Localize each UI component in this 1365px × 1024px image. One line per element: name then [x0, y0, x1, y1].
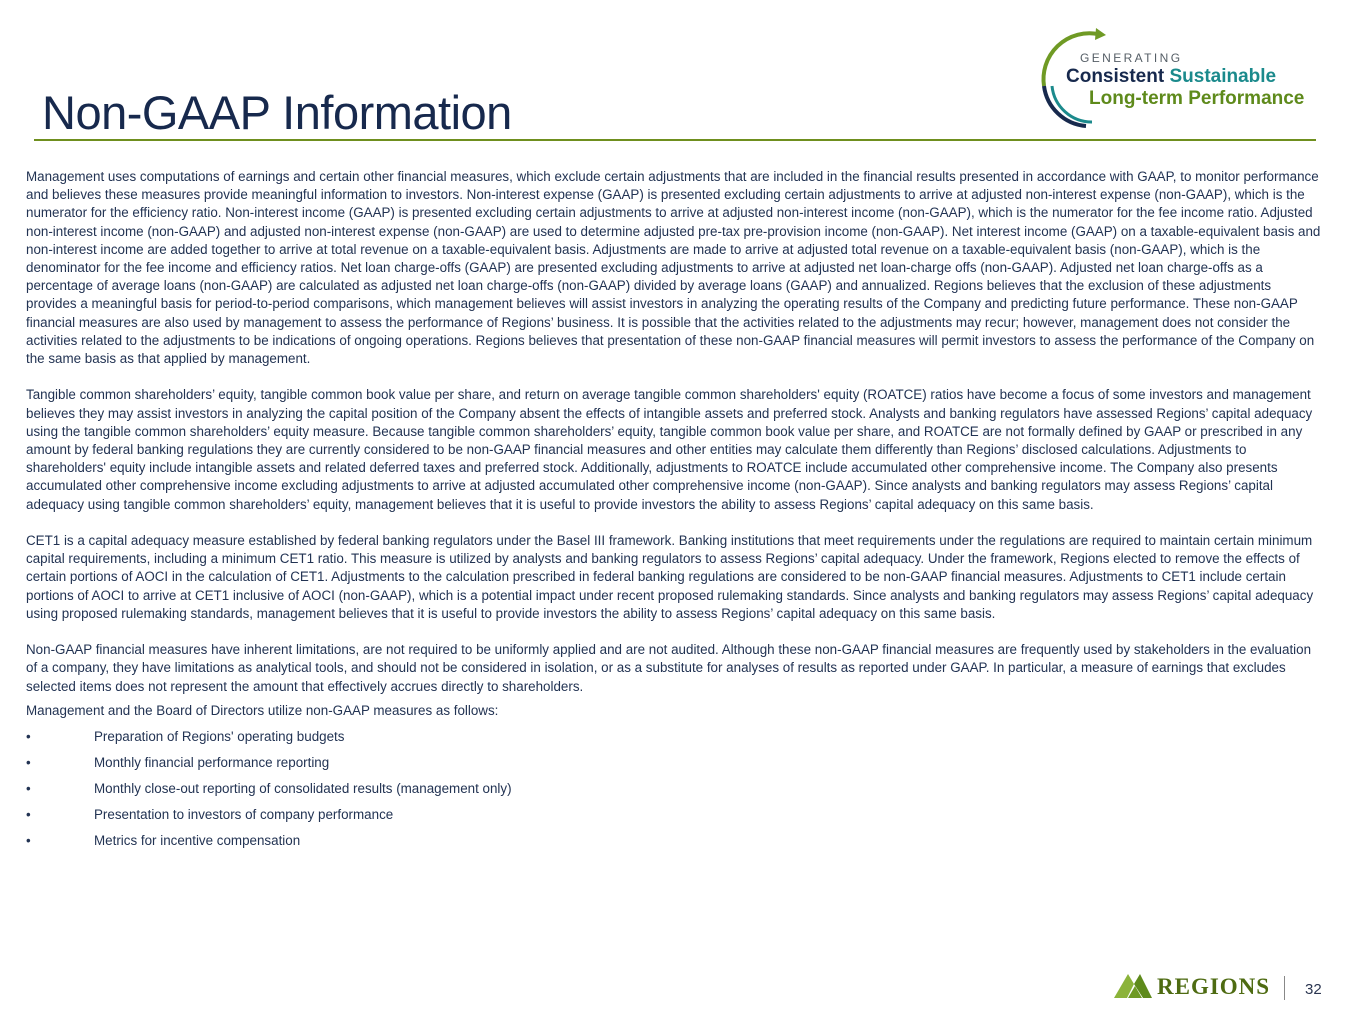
logo-generating-text: GENERATING: [1080, 51, 1183, 65]
logo-longterm-text: Long-term Performance: [1089, 88, 1305, 109]
bullet-icon: •: [26, 807, 31, 823]
footer-divider: [1284, 976, 1285, 1000]
bullet-icon: •: [26, 729, 31, 745]
bullet-icon: •: [26, 755, 31, 771]
bullet-icon: •: [26, 781, 31, 797]
list-item-text: Monthly financial performance reporting: [94, 755, 330, 771]
logo-consistent-text: Consistent: [1066, 66, 1165, 87]
list-item: [26, 806, 1324, 832]
bullet-icon: •: [26, 833, 31, 849]
logo-line-1: [1066, 66, 1276, 88]
list-item-text: Preparation of Regions' operating budgets: [94, 729, 345, 745]
list-item: [26, 728, 1324, 754]
paragraph-tangible-equity: Tangible common shareholders’ equity, tangible common book value per share, and return on average tangible common shareholders' equity (ROATCE) ratios have become a focus of some investors and management believes they may assist investors in analyzing the capital position of the Company absent the effects of intangible assets and preferred stock. Analysts and banking regulators have assessed Regions’ capital adequacy using the tangible common shareholders’ equity measure. Because tangible common shareholders’ equity, tangible common book value per share, and ROATCE are not formally defined by GAAP or prescribed in any amount by federal banking regulations they are currently considered to be non-GAAP financial measures and other entities may calculate them differently than Regions’ disclosed calculations. Adjustments to shareholders' equity include intangible assets and related deferred taxes and preferred stock. Additionally, adjustments to ROATCE include accumulated other comprehensive income. The Company also presents accumulated other comprehensive income excluding adjustments to arrive at adjusted accumulated other comprehensive income (non-GAAP). Since analysts and banking regulators may assess Regions’ capital adequacy using tangible common shareholders’ equity, management believes that it is useful to provide investors the ability to assess Regions’ capital adequacy on this same basis.: [26, 387, 1313, 512]
body-content: [26, 168, 1324, 858]
list-item: [26, 754, 1324, 780]
regions-logo: [1114, 968, 1274, 1002]
paragraph-adjusted-measures: Management uses computations of earnings and certain other financial measures, which exclude certain adjustments that are included in the financial results presented in accordance with GAAP, to monitor performance and believes these measures provide meaningful information to investors. Non-interest expense (GAAP) is presented excluding certain adjustments to arrive at adjusted non-interest expense (non-GAAP), which is the numerator for the efficiency ratio. Non-interest income (GAAP) is presented excluding certain adjustments to arrive at adjusted non-interest income (non-GAAP), which is the numerator for the fee income ratio. Adjusted non-interest income (non-GAAP) and adjusted non-interest expense (non-GAAP) are used to determine adjusted pre-tax pre-provision income (non-GAAP). Net interest income (GAAP) on a taxable-equivalent basis and non-interest income are added together to arrive at total revenue on a taxable-equivalent basis. Adjustments are made to arrive at adjusted total revenue on a taxable-equivalent basis (non-GAAP), which is the denominator for the fee income and efficiency ratios. Net loan charge-offs (GAAP) are presented excluding adjustments to arrive at adjusted net loan-charge offs (non-GAAP). Adjusted net loan charge-offs as a percentage of average loans (non-GAAP) are calculated as adjusted net loan charge-offs (non-GAAP) divided by average loans (GAAP) and annualized. Regions believes that the exclusion of these adjustments provides a meaningful basis for period-to-period comparisons, which management believes will assist investors in analyzing the operating results of the Company and predicting future performance. These non-GAAP financial measures are also used by management to assess the performance of Regions’ business. It is possible that the activities related to the adjustments may recur; however, management does not consider the activities related to the adjustments to be indications of ongoing operations. Regions believes that presentation of these non-GAAP financial measures will permit investors to assess the performance of the Company on the same basis as that applied by management.: [26, 169, 1321, 367]
page-title: Non-GAAP Information: [42, 86, 512, 140]
logo-sustainable-text: Sustainable: [1169, 66, 1277, 87]
header-divider: [34, 139, 1316, 141]
list-item: [26, 780, 1324, 806]
list-intro: Management and the Board of Directors utilize non-GAAP measures as follows:: [26, 702, 499, 718]
regions-wordmark: REGIONS: [1157, 974, 1271, 999]
paragraph-cet1: CET1 is a capital adequacy measure established by federal banking regulators under the Basel III framework. Banking institutions that meet requirements under the regulations are required to maintain certain minimum capital requirements, including a minimum CET1 ratio. This measure is utilized by analysts and banking regulators to assess Regions’ capital adequacy. Under the framework, Regions elected to remove the effects of certain portions of AOCI in the calculation of CET1. Adjustments to the calculation prescribed in federal banking regulations are considered to be non-GAAP financial measures. Adjustments to CET1 include certain portions of AOCI to arrive at CET1 inclusive of AOCI (non-GAAP), which is a potential impact under recent proposed rulemaking standards. Since analysts and banking regulators may assess Regions’ capital adequacy using proposed rulemaking standards, management believes that it is useful to provide investors the ability to assess Regions’ capital adequacy on this same basis.: [26, 533, 1314, 621]
page-number: 32: [1305, 981, 1322, 998]
tagline-logo: [1036, 26, 1326, 130]
list-item-text: Presentation to investors of company performance: [94, 807, 394, 823]
usage-list: [26, 728, 1324, 858]
list-item-text: Metrics for incentive compensation: [94, 833, 301, 849]
regions-pyramid-icon: [1114, 970, 1154, 1000]
list-item-text: Monthly close-out reporting of consolidated results (management only): [94, 781, 512, 797]
paragraph-limitations: Non-GAAP financial measures have inherent limitations, are not required to be uniformly applied and are not audited. Although these non-GAAP financial measures are frequently used by stakeholders in the evaluation of a company, they have limitations as analytical tools, and should not be considered in isolation, or as a substitute for analyses of results as reported under GAAP. In particular, a measure of earnings that excludes selected items does not represent the amount that effectively accrues directly to shareholders.: [26, 642, 1312, 694]
list-item: [26, 832, 1324, 858]
